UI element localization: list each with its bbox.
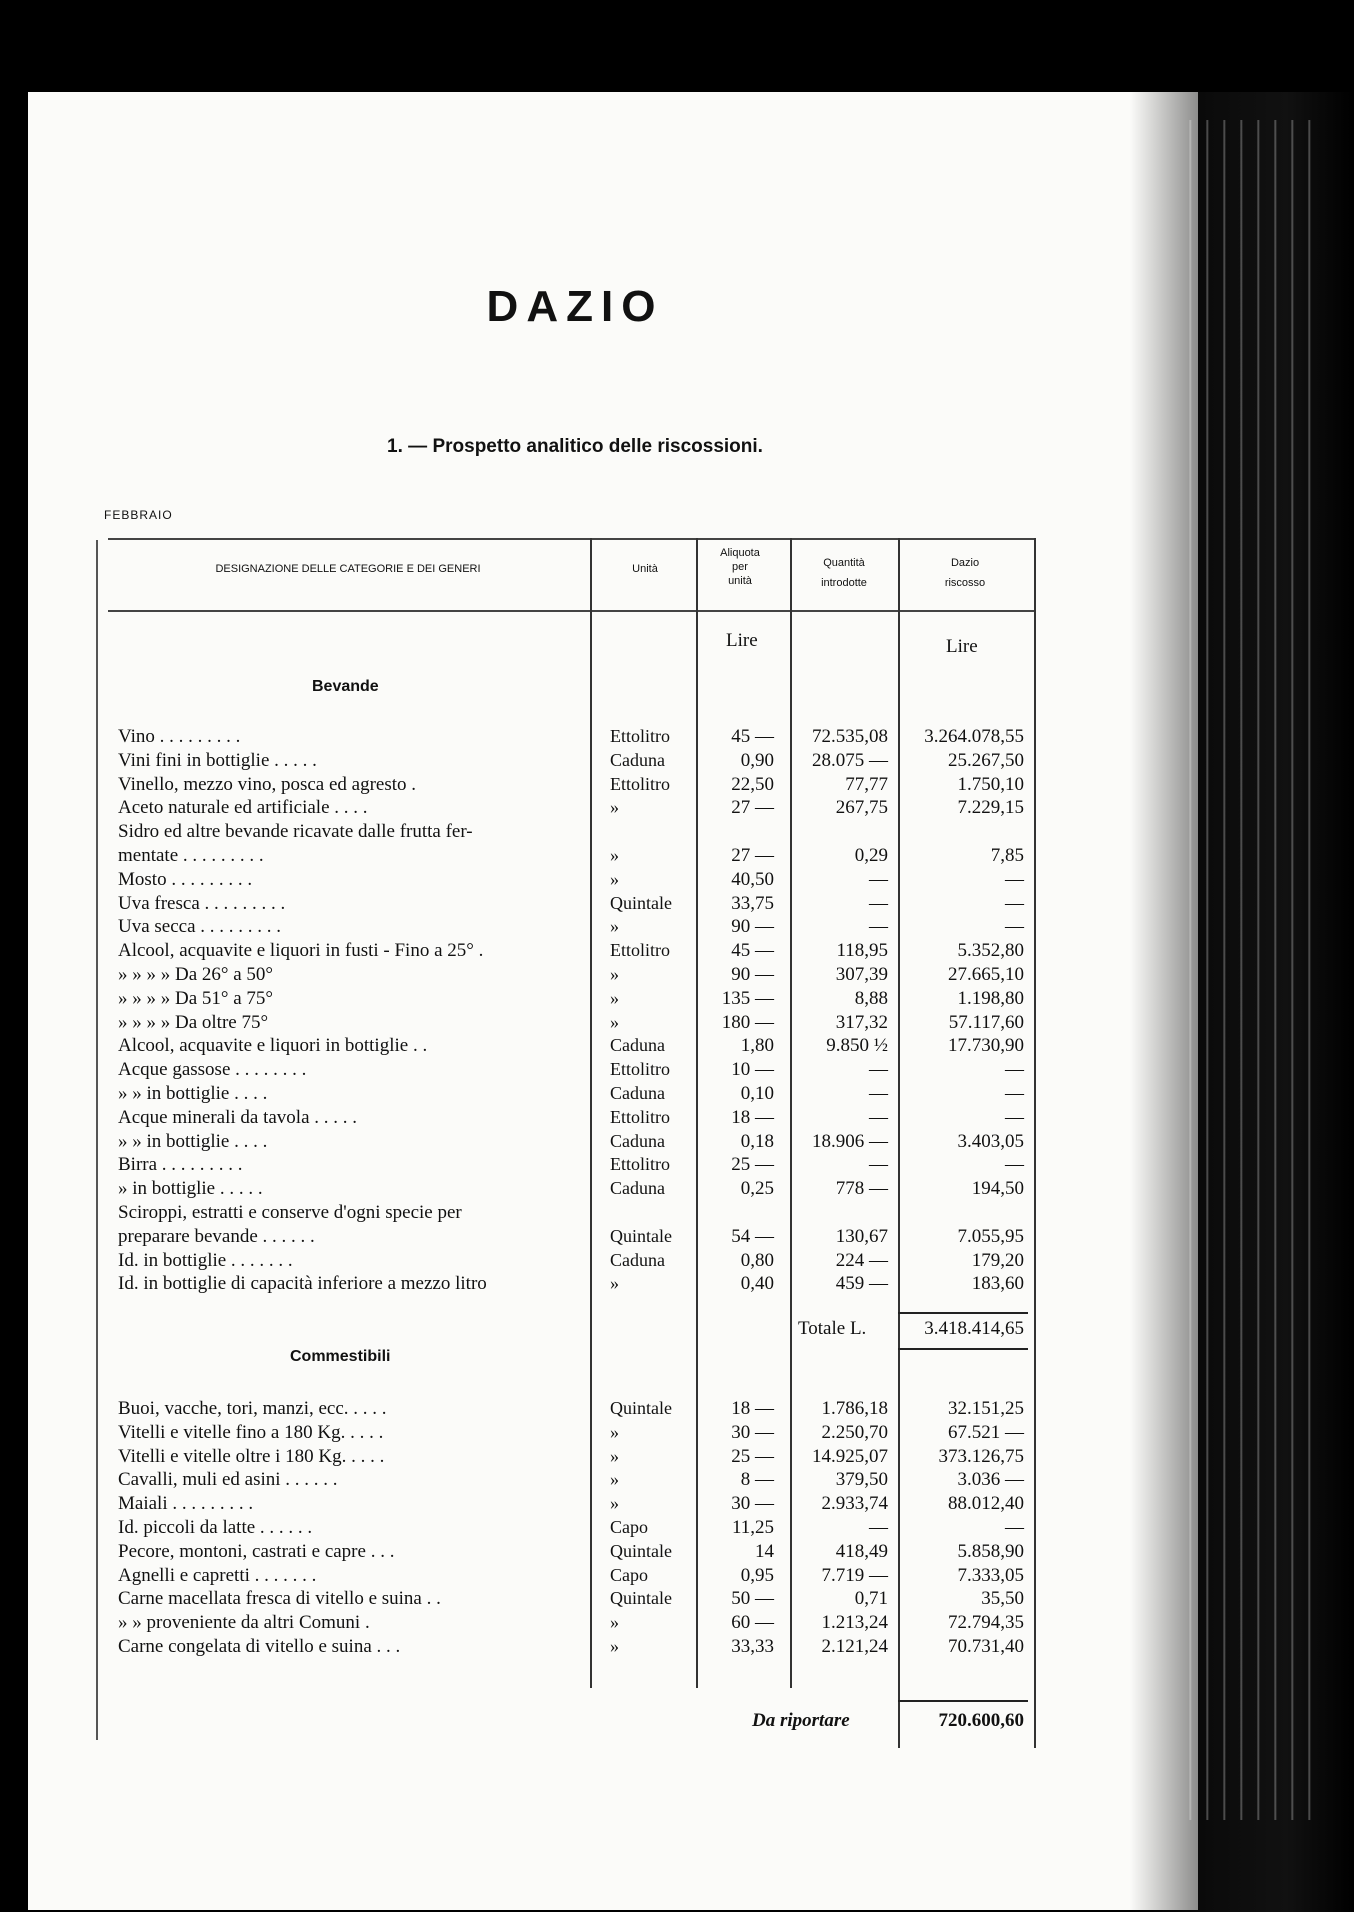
table-row bbox=[0, 774, 1040, 798]
item-quantity: — bbox=[869, 1083, 888, 1104]
item-dazio: — bbox=[1005, 1154, 1024, 1176]
table-row bbox=[0, 726, 1040, 750]
table-row bbox=[0, 750, 1040, 774]
item-dazio: 1.198,80 bbox=[957, 987, 1024, 1009]
item-name: Sciroppi, estratti e conserve d'ogni specie per bbox=[118, 1202, 462, 1223]
totale-value: 3.418.414,65 bbox=[924, 1318, 1024, 1339]
item-unit: » bbox=[610, 1445, 619, 1466]
table-row bbox=[0, 1202, 1040, 1226]
table-row bbox=[0, 1035, 1040, 1059]
item-aliquota: 10 — bbox=[731, 1059, 774, 1081]
item-quantity: 224 — bbox=[835, 1249, 888, 1271]
item-quantity: 2.121,24 bbox=[821, 1636, 888, 1657]
item-aliquota: 11,25 bbox=[731, 1517, 774, 1538]
item-quantity: 28.075 — bbox=[812, 749, 888, 771]
table-row bbox=[0, 1226, 1040, 1250]
item-name: » » in bottiglie . . . . bbox=[118, 1130, 268, 1152]
table-row bbox=[0, 1636, 1040, 1660]
item-name: Cavalli, muli ed asini . . . . . . bbox=[118, 1469, 338, 1491]
riportare-rule bbox=[898, 1700, 1028, 1702]
item-quantity: — bbox=[869, 1106, 888, 1128]
item-unit: Caduna bbox=[610, 1035, 665, 1056]
table-row bbox=[0, 869, 1040, 893]
table-row bbox=[0, 988, 1040, 1012]
item-aliquota: 18 — bbox=[731, 1106, 774, 1128]
item-dazio: 7.055,95 bbox=[957, 1225, 1024, 1247]
riportare-label: Da riportare bbox=[752, 1710, 850, 1731]
item-quantity: — bbox=[869, 892, 888, 914]
item-dazio: 5.352,80 bbox=[957, 940, 1024, 962]
item-dazio: 3.264.078,55 bbox=[924, 726, 1024, 747]
item-quantity: — bbox=[869, 1517, 888, 1538]
table-row bbox=[0, 1154, 1040, 1178]
item-name: Id. in bottiglie . . . . . . . bbox=[118, 1249, 293, 1271]
item-name: Acque minerali da tavola . . . . . bbox=[118, 1106, 358, 1128]
item-quantity: 2.933,74 bbox=[821, 1493, 888, 1515]
item-unit: » bbox=[610, 1273, 619, 1294]
item-dazio: 67.521 — bbox=[948, 1421, 1024, 1443]
item-aliquota: 0,40 bbox=[740, 1273, 774, 1295]
item-dazio: 32.151,25 bbox=[948, 1398, 1024, 1419]
table-row bbox=[0, 1446, 1040, 1470]
item-aliquota: 54 — bbox=[731, 1225, 774, 1247]
table-row bbox=[0, 1469, 1040, 1493]
item-aliquota: 0,80 bbox=[740, 1249, 774, 1271]
item-quantity: 1.786,18 bbox=[821, 1398, 888, 1419]
item-unit: Quintale bbox=[610, 1588, 672, 1609]
item-dazio: 70.731,40 bbox=[948, 1636, 1024, 1657]
item-quantity: 0,29 bbox=[854, 845, 888, 866]
item-name: mentate . . . . . . . . . bbox=[118, 845, 264, 866]
item-dazio: — bbox=[1005, 1106, 1024, 1128]
item-quantity: 77,77 bbox=[845, 773, 888, 795]
item-quantity: 2.250,70 bbox=[821, 1421, 888, 1443]
item-aliquota: 1,80 bbox=[740, 1035, 774, 1057]
item-name: » » » » Da oltre 75° bbox=[118, 1011, 269, 1033]
item-dazio: 27.665,10 bbox=[948, 964, 1024, 985]
currency-label-aliquota: Lire bbox=[726, 630, 758, 651]
item-name: Vitelli e vitelle oltre i 180 Kg. . . . . bbox=[118, 1445, 385, 1467]
item-aliquota: 22,50 bbox=[731, 773, 774, 795]
item-unit: » bbox=[610, 1011, 619, 1032]
item-unit: Ettolitro bbox=[610, 1154, 670, 1175]
item-name: Sidro ed altre bevande ricavate dalle frutta fer- bbox=[118, 821, 473, 843]
totale-label: Totale L. bbox=[798, 1318, 867, 1339]
item-aliquota: 0,18 bbox=[740, 1130, 774, 1152]
item-aliquota: 33,33 bbox=[731, 1636, 774, 1657]
table-row bbox=[0, 821, 1040, 845]
item-name: Id. in bottiglie di capacità inferiore a mezzo litro bbox=[118, 1273, 487, 1295]
item-aliquota: 27 — bbox=[731, 797, 774, 819]
item-unit: Caduna bbox=[610, 1178, 665, 1199]
item-quantity: 317,32 bbox=[835, 1011, 888, 1033]
item-aliquota: 0,95 bbox=[740, 1564, 774, 1586]
item-aliquota: 18 — bbox=[731, 1398, 774, 1419]
header-aliquota-line2: per bbox=[732, 561, 748, 573]
header-aliquota-line1: Aliquota bbox=[720, 547, 760, 559]
item-aliquota: 27 — bbox=[731, 845, 774, 866]
item-dazio: 3.036 — bbox=[957, 1469, 1024, 1491]
item-unit: Ettolitro bbox=[610, 1106, 670, 1127]
table-row bbox=[0, 1012, 1040, 1036]
item-unit: » bbox=[610, 1469, 619, 1490]
item-quantity: 9.850 ½ bbox=[826, 1035, 888, 1057]
item-name: Acque gassose . . . . . . . . bbox=[118, 1059, 307, 1081]
item-name: Alcool, acquavite e liquori in fusti - Fino a 25° . bbox=[118, 940, 484, 962]
table-row bbox=[0, 1107, 1040, 1131]
header-aliquota-line3: unità bbox=[728, 575, 752, 587]
item-dazio: 194,50 bbox=[971, 1178, 1024, 1200]
month-label: FEBBRAIO bbox=[104, 508, 173, 522]
item-name: Maiali . . . . . . . . . bbox=[118, 1493, 254, 1515]
item-quantity: — bbox=[869, 868, 888, 890]
item-unit: » bbox=[610, 845, 619, 865]
item-name: Uva fresca . . . . . . . . . bbox=[118, 892, 286, 914]
item-aliquota: 0,25 bbox=[740, 1178, 774, 1200]
item-name: » » proveniente da altri Comuni . bbox=[118, 1612, 370, 1634]
item-name: Id. piccoli da latte . . . . . . bbox=[118, 1517, 313, 1538]
item-dazio: 25.267,50 bbox=[948, 749, 1024, 771]
header-dazio bbox=[900, 556, 1030, 590]
item-unit: Capo bbox=[610, 1517, 648, 1537]
item-quantity: 130,67 bbox=[835, 1225, 888, 1247]
item-unit: Caduna bbox=[610, 749, 665, 770]
item-quantity: 14.925,07 bbox=[812, 1445, 888, 1467]
table-row bbox=[0, 1273, 1040, 1297]
item-dazio: 7.333,05 bbox=[957, 1564, 1024, 1586]
item-unit: Quintale bbox=[610, 1225, 672, 1246]
item-dazio: 179,20 bbox=[971, 1249, 1024, 1271]
item-name: Buoi, vacche, tori, manzi, ecc. . . . . bbox=[118, 1398, 387, 1419]
table-row bbox=[0, 1398, 1040, 1422]
header-dazio-line1: Dazio bbox=[950, 557, 980, 569]
item-aliquota: 25 — bbox=[731, 1445, 774, 1467]
item-name: » » » » Da 51° a 75° bbox=[118, 987, 274, 1009]
item-name: Aceto naturale ed artificiale . . . . bbox=[118, 797, 368, 819]
table-row bbox=[0, 1493, 1040, 1517]
item-unit: » bbox=[610, 1636, 619, 1656]
item-quantity: 307,39 bbox=[835, 964, 888, 985]
header-dazio-line2: riscosso bbox=[944, 577, 986, 589]
item-quantity: 72.535,08 bbox=[812, 726, 888, 747]
item-quantity: 1.213,24 bbox=[821, 1612, 888, 1634]
item-quantity: — bbox=[869, 1154, 888, 1176]
item-name: Agnelli e capretti . . . . . . . bbox=[118, 1564, 317, 1586]
item-aliquota: 0,10 bbox=[740, 1083, 774, 1104]
item-aliquota: 50 — bbox=[731, 1588, 774, 1610]
item-dazio: 373.126,75 bbox=[938, 1445, 1024, 1467]
item-name: Vinello, mezzo vino, posca ed agresto . bbox=[118, 773, 417, 795]
item-dazio: 35,50 bbox=[981, 1588, 1024, 1610]
item-unit: » bbox=[610, 916, 619, 937]
item-dazio: 57.117,60 bbox=[948, 1011, 1024, 1033]
item-name: Vitelli e vitelle fino a 180 Kg. . . . . bbox=[118, 1421, 384, 1443]
item-unit: » bbox=[610, 1612, 619, 1633]
item-quantity: 18.906 — bbox=[812, 1130, 888, 1152]
table-row bbox=[0, 1422, 1040, 1446]
item-name: Carne macellata fresca di vitello e suina . . bbox=[118, 1588, 441, 1610]
item-quantity: 267,75 bbox=[835, 797, 888, 819]
item-name: Vino . . . . . . . . . bbox=[118, 726, 241, 747]
item-dazio: — bbox=[1005, 916, 1024, 938]
item-aliquota: 14 bbox=[755, 1540, 774, 1562]
item-aliquota: 135 — bbox=[721, 987, 774, 1009]
item-quantity: 0,71 bbox=[854, 1588, 888, 1610]
item-name: » in bottiglie . . . . . bbox=[118, 1178, 263, 1200]
item-unit: » bbox=[610, 964, 619, 984]
item-dazio: — bbox=[1005, 1083, 1024, 1104]
item-name: Alcool, acquavite e liquori in bottiglie . . bbox=[118, 1035, 428, 1057]
item-aliquota: 180 — bbox=[721, 1011, 774, 1033]
table-row bbox=[0, 1565, 1040, 1589]
item-unit: Caduna bbox=[610, 1130, 665, 1151]
item-quantity: — bbox=[869, 1059, 888, 1081]
item-aliquota: 45 — bbox=[731, 940, 774, 962]
riportare-value: 720.600,60 bbox=[938, 1710, 1024, 1731]
item-quantity: 379,50 bbox=[835, 1469, 888, 1491]
table-row bbox=[0, 893, 1040, 917]
item-unit: Quintale bbox=[610, 1398, 672, 1418]
scan-top-border bbox=[0, 58, 1300, 94]
item-aliquota: 90 — bbox=[731, 916, 774, 938]
item-unit: Caduna bbox=[610, 1083, 665, 1103]
item-name: Vini fini in bottiglie . . . . . bbox=[118, 749, 317, 771]
item-quantity: 118,95 bbox=[836, 940, 888, 962]
item-unit: Ettolitro bbox=[610, 940, 670, 961]
item-unit: Caduna bbox=[610, 1249, 665, 1270]
table-row bbox=[0, 1250, 1040, 1274]
item-dazio: 5.858,90 bbox=[957, 1540, 1024, 1562]
item-unit: Ettolitro bbox=[610, 1059, 670, 1080]
item-unit: » bbox=[610, 797, 619, 818]
table-row bbox=[0, 1083, 1040, 1107]
totale-rule-top bbox=[898, 1312, 1028, 1314]
item-dazio: — bbox=[1005, 892, 1024, 914]
item-dazio: — bbox=[1005, 1059, 1024, 1081]
item-quantity: 8,88 bbox=[854, 987, 888, 1009]
item-aliquota: 30 — bbox=[731, 1493, 774, 1515]
section-commestibili: Commestibili bbox=[290, 1348, 391, 1365]
item-dazio: 183,60 bbox=[971, 1273, 1024, 1295]
item-name: Uva secca . . . . . . . . . bbox=[118, 916, 282, 938]
table-row bbox=[0, 797, 1040, 821]
item-aliquota: 90 — bbox=[731, 964, 774, 985]
scan-spine-lines bbox=[1175, 120, 1325, 1820]
item-dazio: — bbox=[1005, 1517, 1024, 1538]
header-aliquota bbox=[700, 546, 780, 588]
item-quantity: 778 — bbox=[835, 1178, 888, 1200]
currency-label-dazio: Lire bbox=[946, 636, 978, 657]
item-unit: Quintale bbox=[610, 1540, 672, 1561]
item-quantity: 418,49 bbox=[835, 1540, 888, 1562]
item-name: Carne congelata di vitello e suina . . . bbox=[118, 1636, 401, 1657]
item-dazio: — bbox=[1005, 868, 1024, 890]
item-unit: » bbox=[610, 987, 619, 1008]
table-row bbox=[0, 1059, 1040, 1083]
table-row bbox=[0, 1541, 1040, 1565]
header-designazione: DESIGNAZIONE DELLE CATEGORIE E DEI GENERI bbox=[215, 563, 481, 575]
table-row bbox=[0, 1517, 1040, 1541]
item-unit: Capo bbox=[610, 1564, 648, 1585]
item-unit: Ettolitro bbox=[610, 726, 670, 746]
item-unit: » bbox=[610, 868, 619, 889]
header-unita: Unità bbox=[632, 563, 658, 575]
item-quantity: 459 — bbox=[835, 1273, 888, 1295]
item-aliquota: 8 — bbox=[740, 1469, 774, 1491]
item-quantity: 7.719 — bbox=[821, 1564, 888, 1586]
item-unit: » bbox=[610, 1421, 619, 1442]
header-quantita-line2: introdotte bbox=[821, 577, 867, 589]
item-dazio: 88.012,40 bbox=[948, 1493, 1024, 1515]
item-unit: Ettolitro bbox=[610, 773, 670, 794]
table-row bbox=[0, 964, 1040, 988]
totale-rule-bottom bbox=[898, 1348, 1028, 1350]
item-aliquota: 33,75 bbox=[731, 892, 774, 914]
item-aliquota: 30 — bbox=[731, 1421, 774, 1443]
item-dazio: 7.229,15 bbox=[957, 797, 1024, 819]
table-row bbox=[0, 1131, 1040, 1155]
item-dazio: 17.730,90 bbox=[948, 1035, 1024, 1057]
item-name: Birra . . . . . . . . . bbox=[118, 1154, 243, 1176]
header-quantita-line1: Quantità bbox=[823, 557, 865, 569]
page-title: DAZIO bbox=[486, 282, 664, 331]
item-aliquota: 60 — bbox=[731, 1612, 774, 1634]
item-dazio: 7,85 bbox=[990, 845, 1024, 866]
section-bevande: Bevande bbox=[312, 678, 379, 695]
table-row bbox=[0, 1588, 1040, 1612]
item-unit: » bbox=[610, 1493, 619, 1514]
item-unit: Quintale bbox=[610, 892, 672, 913]
item-name: » » » » Da 26° a 50° bbox=[118, 964, 274, 985]
item-aliquota: 45 — bbox=[731, 726, 774, 747]
table-row bbox=[0, 845, 1040, 869]
item-dazio: 3.403,05 bbox=[957, 1130, 1024, 1152]
item-name: » » in bottiglie . . . . bbox=[118, 1083, 268, 1104]
item-aliquota: 25 — bbox=[731, 1154, 774, 1176]
item-dazio: 1.750,10 bbox=[957, 773, 1024, 795]
table-row bbox=[0, 940, 1040, 964]
table-row bbox=[0, 1612, 1040, 1636]
item-quantity: — bbox=[869, 916, 888, 938]
item-name: preparare bevande . . . . . . bbox=[118, 1225, 315, 1247]
item-aliquota: 40,50 bbox=[731, 868, 774, 890]
item-name: Pecore, montoni, castrati e capre . . . bbox=[118, 1540, 395, 1562]
header-quantita bbox=[792, 556, 896, 590]
table-row bbox=[0, 916, 1040, 940]
item-aliquota: 0,90 bbox=[740, 749, 774, 771]
item-name: Mosto . . . . . . . . . bbox=[118, 868, 253, 890]
page-subtitle: 1. — Prospetto analitico delle riscossioni. bbox=[387, 436, 763, 457]
table-row bbox=[0, 1178, 1040, 1202]
item-dazio: 72.794,35 bbox=[948, 1612, 1024, 1634]
